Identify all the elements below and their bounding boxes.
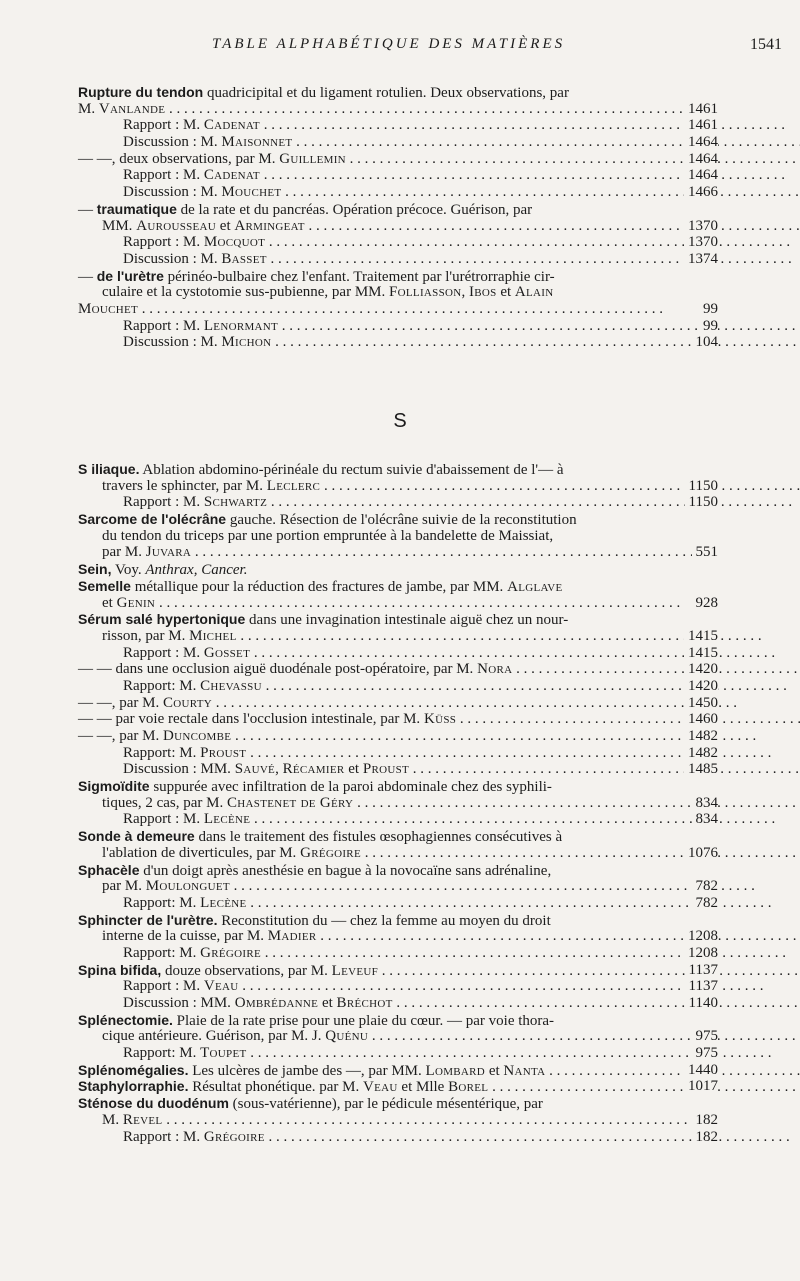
index-entry-cont — [78, 795, 718, 812]
index-entry — [78, 1012, 718, 1029]
entry-page: 104 — [692, 334, 719, 351]
index-subentry — [78, 334, 718, 351]
entry-page: 1460 — [684, 711, 718, 728]
entry-page: 1137 — [685, 978, 718, 995]
index-entry — [78, 912, 718, 929]
entry-text: — —, par M. — [78, 694, 160, 711]
subentry-label: Discussion : M. — [123, 134, 218, 151]
entry-page: 1461 — [684, 101, 718, 118]
entry-author: Aurousseau — [136, 217, 217, 234]
subentry-label: Rapport : M. — [123, 494, 201, 511]
index-entry — [78, 728, 718, 745]
entry-author: Folliasson — [389, 284, 462, 301]
entry-author: Nanta — [503, 1062, 546, 1079]
entry-keyword: Sérum salé hypertonique — [78, 611, 246, 628]
entry-author: Grégoire — [203, 1128, 265, 1145]
subentry-label: Discussion : MM. — [123, 995, 231, 1011]
subentry-label: Rapport : M. — [123, 234, 201, 251]
index-entry-cont — [78, 845, 718, 862]
index-entry — [78, 151, 718, 168]
entry-author: Veau — [363, 1079, 398, 1096]
entry-author: Duncombe — [163, 728, 232, 744]
entry-page: 1464 — [684, 167, 718, 184]
entry-author: Chevassu — [200, 677, 262, 694]
index-subentry — [78, 1045, 718, 1062]
index-subentry — [78, 167, 718, 184]
entry-author: Bréchot — [336, 995, 393, 1011]
entry-prefix: MM. — [102, 217, 133, 234]
entry-keyword: Spina bifida, — [78, 961, 162, 978]
entry-author: Récamier — [282, 761, 345, 778]
entry-author: Toupet — [200, 1045, 247, 1062]
entry-keyword: Sigmoïdite — [78, 778, 150, 795]
entry-keyword: Sonde à demeure — [78, 828, 195, 845]
entry-text: Les ulcères de jambe des —, par MM. — [192, 1062, 422, 1079]
index-entry-cont — [78, 218, 718, 235]
entry-page: 99 — [699, 318, 718, 335]
entry-page: 1374 — [684, 251, 718, 268]
entry-prefix: Voy. — [114, 562, 142, 579]
entry-conjunction: et — [348, 761, 360, 778]
index-subentry — [78, 184, 718, 201]
entry-conjunction: et — [321, 995, 333, 1011]
entry-prefix: par M. — [102, 878, 142, 895]
entry-text: métallique pour la réduction des fractures de jambe, par MM. — [134, 578, 504, 595]
subentry-label: Discussion : M. — [123, 334, 218, 351]
entry-author: Lecène — [200, 894, 247, 911]
entry-dash: — — [78, 268, 93, 285]
subentry-label: Discussion : MM. — [123, 761, 231, 778]
entry-page: 1415 — [684, 628, 718, 645]
page-number: 1541 — [750, 36, 782, 53]
subentry-label: Rapport : M. — [123, 978, 201, 995]
entry-author: Courty — [163, 694, 213, 711]
entry-page: 782 — [692, 878, 719, 895]
entry-text: — — dans une occlusion aiguë duodénale post-opératoire, par M. — [78, 661, 474, 678]
entry-author: Lecène — [203, 811, 251, 828]
index-subentry — [78, 318, 718, 335]
index-entry — [78, 511, 718, 528]
entry-text: d'un doigt après anesthésie en bague à la novocaïne sans adrénaline, — [143, 862, 552, 879]
entry-page: 782 — [692, 895, 719, 912]
index-subentry — [78, 745, 718, 762]
subentry-label: Discussion : M. — [123, 184, 218, 201]
entry-page: 1208 — [684, 945, 718, 962]
index-subentry — [78, 134, 718, 151]
entry-text: — —, par M. — [78, 728, 160, 744]
entry-page: 99 — [699, 301, 718, 318]
entry-author: Proust — [362, 761, 410, 778]
entry-text: — —, deux observations, par M. — [78, 150, 276, 167]
entry-author: Mouchet — [78, 300, 139, 317]
entry-conjunction: et — [488, 1062, 500, 1079]
entry-author: Cadenat — [203, 117, 260, 134]
entry-author: Vanlande — [98, 100, 166, 117]
entry-prefix: par M. — [102, 544, 142, 561]
subentry-label: Rapport : M. — [123, 1128, 201, 1145]
entry-text: suppurée avec infiltration de la paroi abdominale chez des syphili- — [153, 779, 552, 796]
index-entry-cont — [78, 301, 718, 318]
entry-text: dans une invagination intestinale aiguë chez un nour- — [249, 612, 569, 629]
entry-text: gauche. Résection de l'olécrâne suivie de la reconstitution — [229, 512, 577, 529]
entry-author: Juvara — [145, 544, 192, 561]
index-subentry — [78, 117, 718, 134]
entry-page: 1150 — [685, 494, 718, 511]
subentry-label: Rapport : M. — [123, 644, 201, 661]
cross-reference: Anthrax, Cancer. — [145, 562, 248, 579]
index-subentry — [78, 811, 718, 828]
entry-keyword: Sphincter de l'urètre. — [78, 911, 218, 928]
entry-author: Ombrédanne — [234, 995, 319, 1011]
index-entry — [78, 578, 718, 595]
index-entry-cont — [78, 928, 718, 945]
entry-conjunction: et Mlle — [401, 1079, 445, 1096]
section-letter-heading: S — [393, 410, 407, 432]
entry-keyword: Splénomégalies. — [78, 1061, 189, 1078]
entry-text: quadricipital et du ligament rotulien. Deux observations, par — [206, 85, 569, 101]
entry-text: du tendon du triceps par une portion empruntée à la bandelette de Maissiat, — [102, 527, 554, 544]
running-title: TABLE ALPHABÉTIQUE DES MATIÈRES — [212, 36, 566, 52]
entry-page: 1450 — [684, 695, 718, 712]
entry-page: 1017 — [684, 1078, 718, 1095]
subentry-label: Rapport : M. — [123, 811, 201, 828]
entry-dash: — — [78, 201, 93, 218]
entry-keyword: Sphacèle — [78, 861, 140, 878]
entry-author: Alain — [514, 284, 554, 301]
index-entry — [78, 778, 718, 795]
entry-text: douze observations, par M. — [164, 962, 328, 979]
entry-author: Cadenat — [203, 167, 260, 184]
entry-page: 1464 — [684, 134, 718, 151]
entry-author: Gosset — [203, 644, 251, 661]
subentry-label: Rapport: M. — [123, 944, 197, 961]
subentry-label: Rapport: M. — [123, 677, 197, 694]
r-entries — [78, 84, 718, 351]
s-entries — [78, 461, 718, 1145]
entry-author: Armingeat — [234, 217, 305, 234]
index-subentry — [78, 995, 718, 1012]
index-subentry — [78, 945, 718, 962]
entry-conjunction: et — [500, 284, 512, 301]
entry-text: culaire et la cystotomie sus-pubienne, par MM. — [102, 284, 386, 301]
entry-author: Schwartz — [203, 494, 268, 511]
index-entry-cont — [78, 544, 718, 561]
entry-author: Nora — [477, 661, 513, 678]
entry-separator: , — [461, 284, 466, 301]
entry-text: Reconstitution du — chez la femme au moyen du droit — [221, 912, 551, 929]
entry-author: Sauvé — [234, 761, 276, 778]
entry-author: Grégoire — [200, 944, 261, 961]
entry-page: 182 — [692, 1112, 719, 1129]
entry-page: 182 — [692, 1129, 719, 1146]
index-entry-cont — [78, 101, 718, 118]
entry-keyword: Staphylorraphie. — [78, 1078, 189, 1095]
entry-page: 975 — [692, 1028, 719, 1045]
entry-keyword: Sarcome de l'olécrâne — [78, 511, 227, 528]
entry-author: Grégoire — [300, 844, 361, 861]
index-entry — [78, 695, 718, 712]
entry-page: 1420 — [684, 678, 718, 695]
entry-keyword: Splénectomie. — [78, 1011, 173, 1028]
entry-prefix: et — [102, 594, 113, 611]
entry-text: travers le sphincter, par M. — [102, 477, 264, 494]
entry-text: dans le traitement des fistules œsophagiennes consécutives à — [198, 829, 563, 846]
index-entry — [78, 268, 718, 285]
index-entry-cont — [78, 478, 718, 495]
entry-author: Maisonnet — [221, 134, 293, 151]
entry-page: 1370 — [684, 234, 718, 251]
index-subentry — [78, 251, 718, 268]
entry-text: interne de la cuisse, par M. — [102, 928, 265, 945]
index-subentry — [78, 645, 718, 662]
entry-page: 1485 — [684, 761, 718, 778]
entry-text: cique antérieure. Guérison, par M. J. — [102, 1028, 322, 1045]
entry-text: Ablation abdomino-périnéale du rectum suivie d'abaissement de l'— à — [142, 462, 564, 478]
entry-keyword: Sténose du duodénum — [78, 1095, 229, 1112]
index-entry-cont — [78, 528, 718, 545]
entry-author: Borel — [448, 1079, 489, 1096]
entry-author: Guillemin — [279, 150, 346, 167]
entry-keyword: Rupture du tendon — [78, 84, 204, 100]
index-entry-cont — [78, 878, 718, 895]
index-entry — [78, 201, 718, 218]
index-entry — [78, 1078, 718, 1095]
entry-author: Revel — [122, 1111, 163, 1128]
entry-text: de la rate et du pancréas. Opération précoce. Guérison, par — [180, 201, 533, 218]
index-entry-cont — [78, 628, 718, 645]
index-entry — [78, 461, 718, 478]
entry-page: 1415 — [684, 645, 718, 662]
entry-page: 1420 — [684, 661, 718, 678]
entry-text: Résultat phonétique. par M. — [192, 1079, 360, 1096]
subentry-label: Rapport: M. — [123, 1045, 197, 1062]
entry-page: 551 — [692, 544, 719, 561]
entry-keyword: Sein, — [78, 561, 112, 578]
entry-keyword: de l'urètre — [96, 267, 164, 284]
entry-author: Proust — [200, 744, 247, 761]
index-subentry — [78, 234, 718, 251]
index-subentry — [78, 978, 718, 995]
entry-page: 1137 — [685, 962, 718, 979]
index-subentry — [78, 678, 718, 695]
subentry-label: Rapport: M. — [123, 744, 197, 761]
entry-author: Veau — [203, 978, 239, 995]
entry-author: Ibos — [468, 284, 497, 301]
index-entry — [78, 828, 718, 845]
subentry-label: Rapport : M. — [123, 167, 201, 184]
entry-author: Leveuf — [331, 962, 379, 979]
entry-page: 1140 — [685, 995, 718, 1012]
index-entry-cont — [78, 284, 718, 301]
entry-prefix: M. — [78, 100, 96, 117]
index-entry — [78, 711, 718, 728]
subentry-label: Discussion : M. — [123, 250, 218, 267]
entry-keyword: traumatique — [96, 200, 177, 217]
index-entry — [78, 1095, 718, 1112]
entry-page: 1208 — [684, 928, 718, 945]
entry-page: 1466 — [684, 184, 718, 201]
entry-author: Leclerc — [266, 477, 321, 494]
entry-conjunction: et — [219, 217, 231, 234]
entry-author: Küss — [423, 711, 457, 728]
entry-page: 1482 — [684, 745, 718, 762]
index-entry — [78, 84, 718, 101]
entry-prefix: M. — [102, 1111, 120, 1128]
subentry-label: Rapport : M. — [123, 117, 201, 134]
entry-author: Quénu — [325, 1028, 369, 1045]
entry-keyword: Semelle — [78, 577, 131, 594]
entry-author: Lenormant — [203, 317, 279, 334]
entry-page: 928 — [692, 595, 719, 612]
entry-text: tiques, 2 cas, par M. — [102, 794, 224, 811]
index-subentry — [78, 494, 718, 511]
index-entry — [78, 862, 718, 879]
index-entry — [78, 962, 718, 979]
entry-text: (sous-vatérienne), par le pédicule mésentérique, par — [232, 1096, 543, 1113]
subentry-label: Rapport : M. — [123, 317, 201, 334]
entry-page: 1370 — [684, 218, 718, 235]
entry-separator: , — [275, 761, 279, 778]
index-entry — [78, 661, 718, 678]
entry-page: 834 — [692, 795, 719, 812]
index-subentry — [78, 761, 718, 778]
index-entry-cont — [78, 1112, 718, 1129]
entry-author: Michel — [189, 627, 237, 644]
entry-page: 1076 — [684, 845, 718, 862]
entry-author: Genin — [116, 594, 156, 611]
subentry-label: Rapport: M. — [123, 894, 197, 911]
entry-page: 975 — [692, 1045, 719, 1062]
entry-text: l'ablation de diverticules, par M. — [102, 844, 297, 861]
index-entry — [78, 611, 718, 628]
running-head — [0, 36, 800, 58]
entry-page: 1461 — [684, 117, 718, 134]
index-entry — [78, 561, 718, 578]
entry-keyword: S iliaque. — [78, 461, 140, 477]
entry-author: Mocquot — [203, 234, 266, 251]
entry-author: Alglave — [507, 578, 563, 595]
entry-author: Chastenet de Géry — [226, 794, 354, 811]
entry-author: Lombard — [425, 1062, 486, 1079]
index-subentry — [78, 895, 718, 912]
index-subentry — [78, 1129, 718, 1146]
entry-text: périnéo-bulbaire chez l'enfant. Traitement par l'urétrorraphie cir- — [167, 268, 555, 285]
entry-author: Michon — [221, 334, 272, 351]
entry-text: risson, par M. — [102, 627, 186, 644]
entry-page: 834 — [692, 811, 719, 828]
index-entry-cont — [78, 1028, 718, 1045]
index-entry — [78, 1062, 718, 1079]
index-entry-cont — [78, 595, 718, 612]
entry-page: 1150 — [685, 478, 718, 495]
entry-author: Basset — [221, 250, 267, 267]
entry-page: 1440 — [684, 1062, 718, 1079]
entry-text: — — par voie rectale dans l'occlusion intestinale, par M. — [78, 711, 421, 728]
entry-page: 1482 — [684, 728, 718, 745]
entry-author: Moulonguet — [145, 878, 230, 895]
entry-page: 1464 — [684, 151, 718, 168]
entry-text: Plaie de la rate prise pour une plaie du cœur. — par voie thora- — [176, 1012, 555, 1029]
entry-author: Madier — [267, 928, 317, 945]
entry-author: Mouchet — [221, 184, 282, 201]
